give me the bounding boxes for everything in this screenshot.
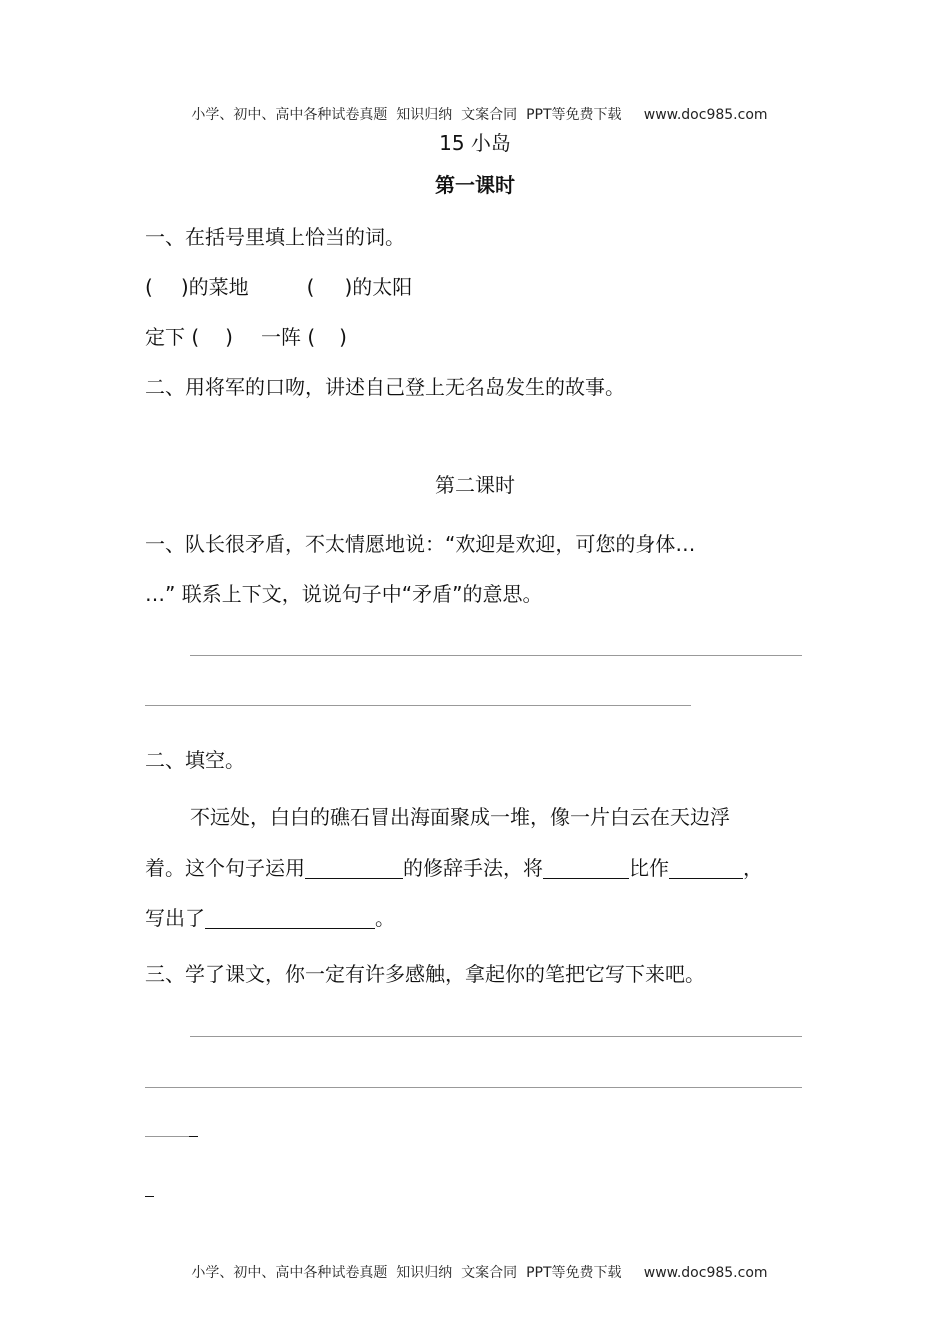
answer-line[interactable] xyxy=(190,1036,802,1037)
footer-text: 小学、初中、高中各种试卷真题 知识归纳 文案合同 PPT等免费下载 xyxy=(191,1265,622,1281)
passage-text: ， xyxy=(743,856,763,880)
lesson2-question3: 三、学了课文，你一定有许多感触，拿起你的笔把它写下来吧。 xyxy=(145,962,705,986)
answer-line-end xyxy=(189,1136,198,1137)
phrase-dingxia: 定下 ( xyxy=(145,325,200,349)
passage-text: 着。这个句子运用 xyxy=(145,856,305,880)
bracket-close: ) xyxy=(225,325,233,349)
bracket-open: ( xyxy=(145,275,153,299)
bracket-close: ) xyxy=(339,325,347,349)
lesson2-heading: 第二课时 xyxy=(435,473,515,497)
passage-text: 的修辞手法，将 xyxy=(403,856,543,880)
fill-blank-compared-to[interactable] xyxy=(669,858,743,879)
page-footer xyxy=(0,1246,950,1282)
passage-text: 。 xyxy=(375,906,395,930)
phrase-yizhen: 一阵 ( xyxy=(260,325,316,349)
header-text: 小学、初中、高中各种试卷真题 知识归纳 文案合同 PPT等免费下载 xyxy=(191,107,622,123)
lesson2-question1-line1: 一、队长很矛盾，不太情愿地说：“欢迎是欢迎，可您的身体… xyxy=(145,532,696,556)
lesson2-question2: 二、填空。 xyxy=(145,748,245,772)
lesson1-fill-row1 xyxy=(145,271,412,300)
lesson1-question1: 一、在括号里填上恰当的词。 xyxy=(145,225,405,249)
fill-blank-effect[interactable] xyxy=(205,908,375,929)
lesson2-question1-line2: …” 联系上下文，说说句子中“矛盾”的意思。 xyxy=(145,582,543,606)
lesson1-question2: 二、用将军的口吻，讲述自己登上无名岛发生的故事。 xyxy=(145,375,625,399)
answer-line-end xyxy=(145,1196,154,1197)
document-title: 15 小岛 xyxy=(439,131,511,155)
phrase-vegetable-field: )的菜地 xyxy=(180,275,249,299)
header-site: www.doc985.com xyxy=(643,107,768,123)
bracket-open: ( xyxy=(306,275,315,299)
lesson1-fill-row2 xyxy=(145,321,347,350)
passage-line1: 不远处，白白的礁石冒出海面聚成一堆，像一片白云在天边浮 xyxy=(190,805,730,829)
footer-site: www.doc985.com xyxy=(643,1265,768,1281)
passage-text: 写出了 xyxy=(145,906,205,930)
passage-line2 xyxy=(145,852,763,881)
answer-line[interactable] xyxy=(190,655,802,656)
passage-text: 比作 xyxy=(629,856,669,880)
answer-line[interactable] xyxy=(145,1087,802,1088)
fill-blank-rhetoric[interactable] xyxy=(305,858,403,879)
answer-line[interactable] xyxy=(145,705,691,706)
lesson1-heading: 第一课时 xyxy=(435,173,515,197)
phrase-sun: )的太阳 xyxy=(344,275,413,299)
answer-line[interactable] xyxy=(145,1136,189,1137)
passage-line3 xyxy=(145,902,395,931)
fill-blank-object[interactable] xyxy=(543,858,629,879)
page-header xyxy=(0,88,950,124)
